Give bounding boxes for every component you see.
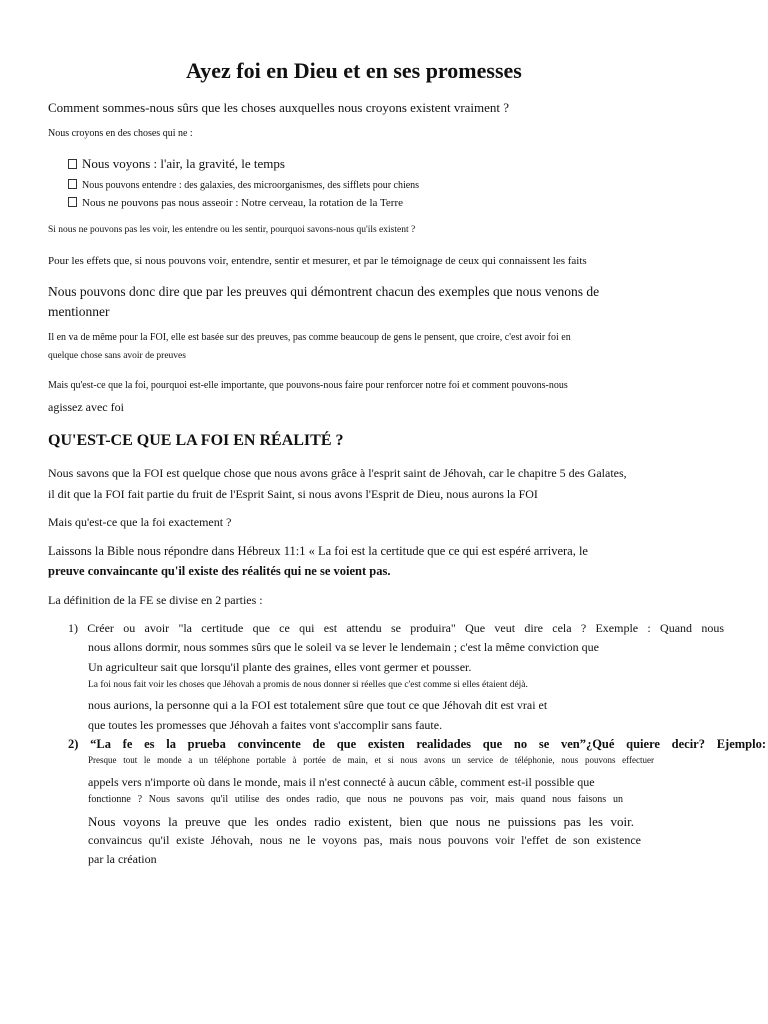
list-item-line: nous allons dormir, nous sommes sûrs que le soleil va se lever le lendemain ; c'est la même conviction que	[88, 640, 599, 654]
intro-question: Comment sommes-nous sûrs que les choses auxquelles nous croyons existent vraiment ?	[48, 100, 510, 115]
list-item-line: Un agriculteur sait que lorsqu'il plante des graines, elles vont germer et pousser.	[88, 660, 472, 674]
checkbox-icon	[68, 159, 77, 169]
list-item-line: que toutes les promesses que Jéhovah a faites vont s'accomplir sans faute.	[88, 718, 443, 732]
list-item-line: nous aurions, la personne qui a la FOI est totalement sûre que tout ce que Jéhovah dit est vrai et	[88, 698, 548, 712]
paragraph-line: preuve convaincante qu'il existe des réalités qui ne se voient pas.	[48, 564, 391, 578]
list-item-1: 1) Créer ou avoir "la certitude que ce qui est attendu se produira" Que veut dire cela ? Exemple : Quand nous	[68, 621, 724, 635]
believe-intro: Nous croyons en des choses qui ne :	[48, 128, 193, 139]
list-item-line: Presque tout le monde a un téléphone portable à portée de main, et si nous avons un service de téléphonie, nous pouvons effectuer	[88, 755, 654, 765]
paragraph-line: il dit que la FOI fait partie du fruit de l'Esprit Saint, si nous avons l'Esprit de Dieu, nous aurons la FOI	[48, 487, 538, 501]
foi-line-1: Il en va de même pour la FOI, elle est basée sur des preuves, pas comme beaucoup de gens le pensent, que croire, c'est avoir foi en	[48, 332, 571, 343]
paragraph-line: Nous savons que la FOI est quelque chose que nous avons grâce à l'esprit saint de Jéhovah, car le chapitre 5 des Galates,	[48, 466, 627, 480]
checkbox-icon	[68, 197, 77, 207]
paragraph-line: La définition de la FE se divise en 2 parties :	[48, 593, 263, 607]
question-2: Si nous ne pouvons pas les voir, les entendre ou les sentir, pourquoi savons-nous qu'ils existent ?	[48, 225, 416, 235]
bullet-item: Nous pouvons entendre : des galaxies, des microorganismes, des sifflets pour chiens	[68, 179, 419, 191]
list-item-line: par la création	[88, 852, 157, 866]
proof-line-2: mentionner	[48, 304, 110, 319]
checkbox-icon	[68, 179, 77, 189]
list-item-line: La foi nous fait voir les choses que Jéhovah a promis de nous donner si réelles que c'est comme si elles étaient déjà.	[88, 680, 528, 690]
paragraph-line: Mais qu'est-ce que la foi exactement ?	[48, 515, 232, 529]
bullet-item: Nous voyons : l'air, la gravité, le temps	[68, 157, 285, 170]
mais-line-1: Mais qu'est-ce que la foi, pourquoi est-elle importante, que pouvons-nous faire pour renforcer notre foi et comment pouvons-nous	[48, 380, 568, 391]
section-heading: QU'EST-CE QUE LA FOI EN RÉALITÉ ?	[48, 432, 344, 449]
bullet-item: Nous ne pouvons pas nous asseoir : Notre cerveau, la rotation de la Terre	[68, 197, 403, 209]
list-item-line: appels vers n'importe où dans le monde, mais il n'est connecté à aucun câble, comment est-il possible que	[88, 775, 595, 789]
list-item-line: fonctionne ? Nous savons qu'il utilise des ondes radio, que nous ne pouvons pas voir, mais quand nous faisons un	[88, 794, 623, 805]
answer-text: Pour les effets que, si nous pouvons voir, entendre, sentir et mesurer, et par le témoignage de ceux qui connaissent les faits	[48, 255, 587, 267]
list-item-2: 2) “La fe es la prueba convincente de que existen realidades que no se ven”¿Qué quiere decir? Ejemplo:	[68, 737, 766, 751]
paragraph-line: Laissons la Bible nous répondre dans Hébreux 11:1 « La foi est la certitude que ce qui est espéré arrivera, le	[48, 544, 588, 558]
list-item-line: Nous voyons la preuve que les ondes radio existent, bien que nous ne puissions pas les voir.	[88, 814, 634, 829]
foi-line-2: quelque chose sans avoir de preuves	[48, 351, 186, 361]
mais-line-2: agissez avec foi	[48, 400, 124, 414]
proof-line-1: Nous pouvons donc dire que par les preuves qui démontrent chacun des exemples que nous venons de	[48, 284, 600, 299]
page-title: Ayez foi en Dieu et en ses promesses	[186, 58, 522, 83]
list-item-line: convaincus qu'il existe Jéhovah, nous ne le voyons pas, mais nous pouvons voir l'effet de son existence	[88, 833, 641, 847]
